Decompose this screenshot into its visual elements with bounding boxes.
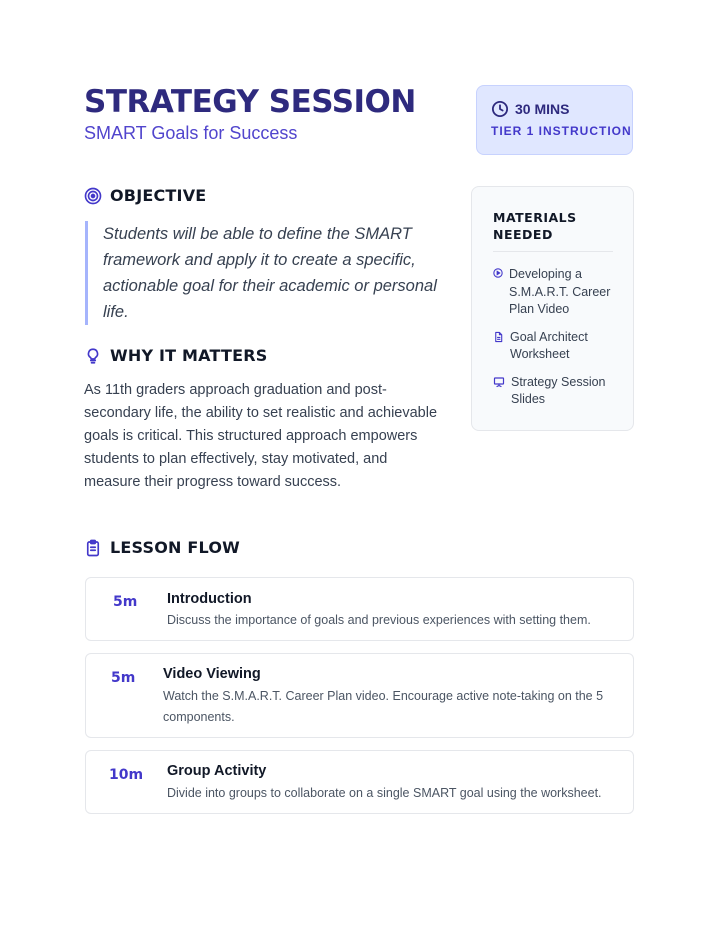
tier-label: TIER 1 INSTRUCTION [491,124,632,138]
material-label: Goal Architect Worksheet [510,329,588,361]
material-item [493,374,613,409]
clipboard-icon [84,539,102,557]
material-item [493,266,613,319]
material-item [493,329,613,364]
step-duration: 5m [113,594,138,610]
duration-label: 30 MINS [515,101,570,117]
step-description: Discuss the importance of goals and previous experiences with setting them. [167,613,591,627]
presentation-icon [493,376,505,409]
material-label: Strategy Session Slides [511,374,606,406]
step-name: Group Activity [167,763,267,779]
materials-list [493,266,613,409]
lesson-step-card [85,653,634,738]
target-icon [84,187,102,205]
page-subtitle: SMART Goals for Success [84,123,298,143]
duration-badge [476,85,633,155]
lightbulb-icon [84,347,102,365]
why-text: As 11th graders approach graduation and post-secondary life, the ability to set realistic and achievable goals is critical. This structured approach empowers students to plan effectively, stay motivated, and measure their progress toward success. [84,382,438,490]
clock-icon [491,100,509,118]
objective-title: OBJECTIVE [110,186,207,205]
lesson-flow-heading [84,538,240,557]
objective-text: Students will be able to define the SMART framework and apply it to create a specific, actionable goal for their academic or personal life. [85,221,458,325]
step-name: Introduction [167,591,252,607]
step-name: Video Viewing [163,666,261,682]
objective-heading [84,186,206,205]
why-heading [84,346,267,365]
step-duration: 10m [109,767,144,783]
materials-card [471,186,634,431]
lesson-step-card [85,577,634,641]
step-description: Divide into groups to collaborate on a single SMART goal using the worksheet. [167,786,602,800]
play-circle-icon [493,268,503,319]
lesson-flow-title: LESSON FLOW [110,538,241,557]
step-duration: 5m [111,670,136,686]
materials-title: MATERIALS NEEDED [493,209,613,252]
document-icon [493,331,504,364]
material-label: Developing a S.M.A.R.T. Career Plan Video [509,267,611,316]
step-description: Watch the S.M.A.R.T. Career Plan video. Encourage active note-taking on the 5 components. [163,689,604,724]
why-title: WHY IT MATTERS [110,346,268,365]
page-title: STRATEGY SESSION [84,84,416,120]
lesson-step-card [85,750,634,814]
